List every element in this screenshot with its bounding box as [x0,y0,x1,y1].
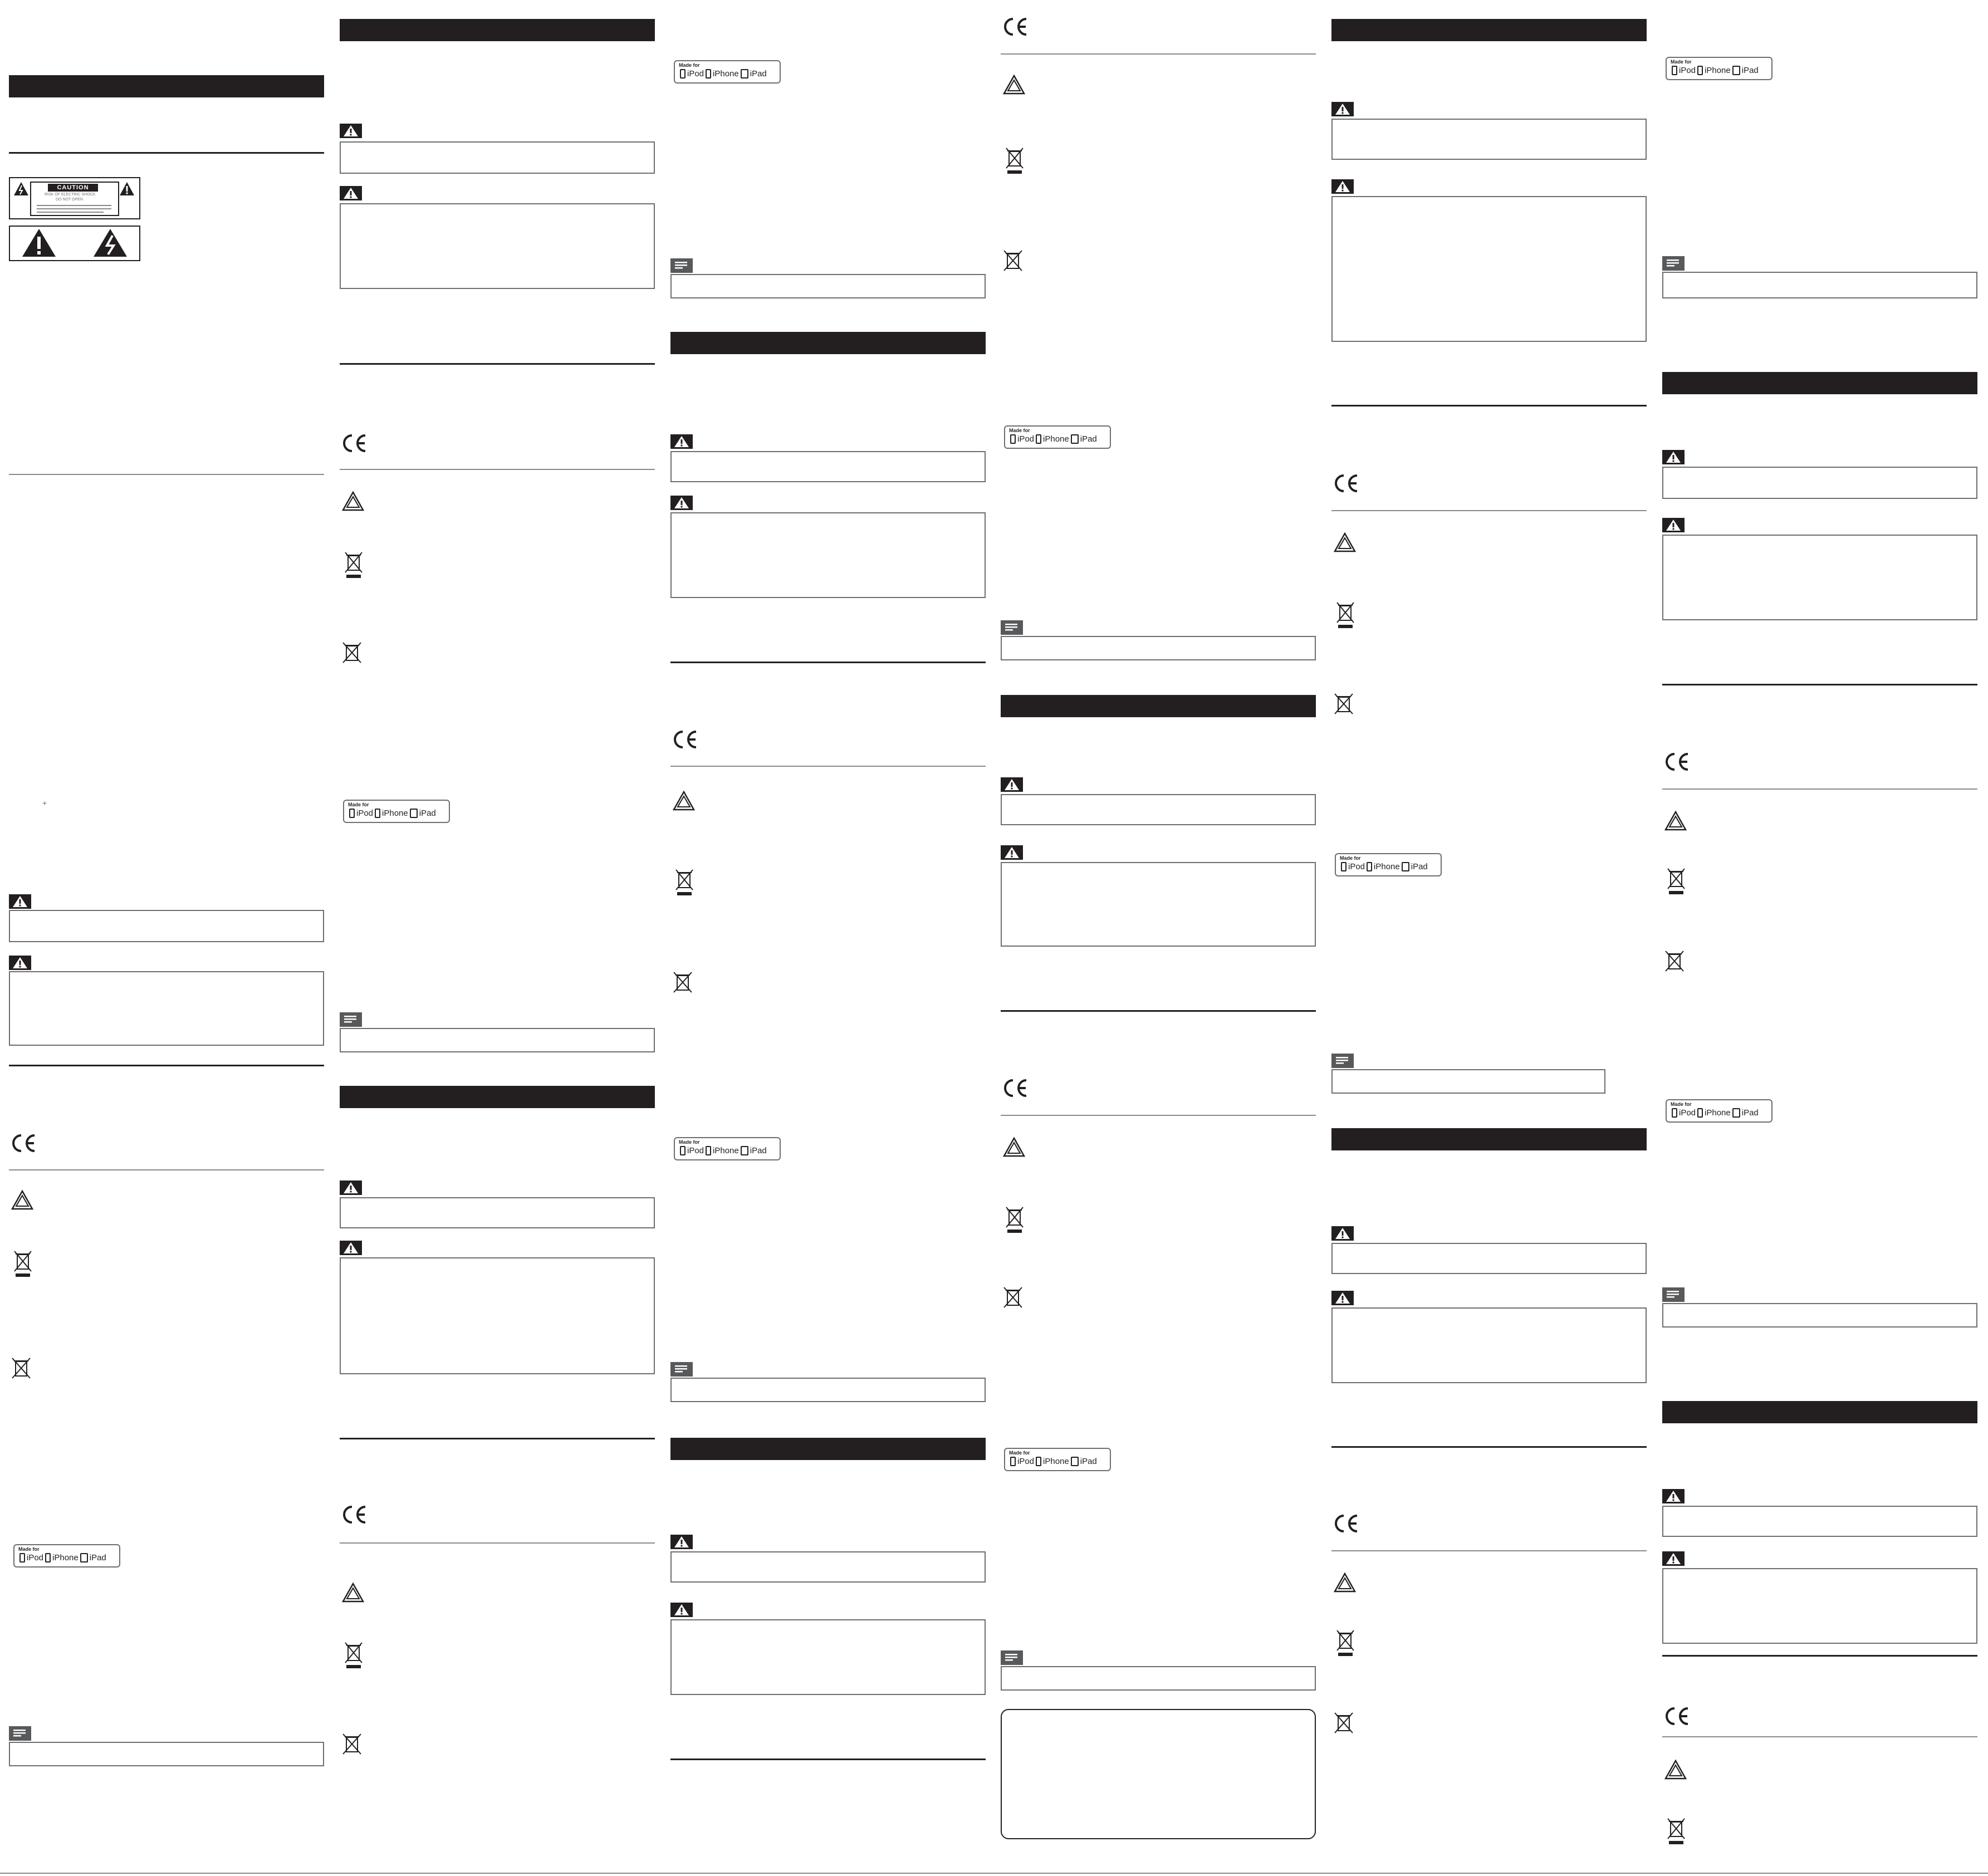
column-3 [670,0,986,1876]
iphone-icon [375,809,380,818]
note-box [670,274,986,298]
warning-icon [1331,1226,1354,1241]
badge-item: iPod [1017,1457,1035,1466]
section-divider [1001,1115,1316,1116]
section-divider [340,1438,655,1439]
badge-item: iPad [750,1146,767,1155]
section-divider [1331,1550,1647,1551]
note-icon [340,1012,362,1027]
crossed-out-battery-bin-icon [341,1732,363,1756]
crossed-out-battery-bin-icon [1002,1285,1024,1310]
made-for-ipod-iphone-ipad-badge [1666,1099,1772,1123]
warning-icon [9,956,31,970]
section-title-bar [1001,695,1316,717]
iphone-icon [1697,1108,1703,1118]
badge-caption: Made for [18,1546,40,1552]
high-voltage-icon [92,228,128,258]
recycle-icon [341,490,365,515]
iphone-icon [706,69,711,79]
ipod-icon [349,809,355,818]
note-box [670,1378,986,1402]
ipod-icon [1010,434,1016,444]
ce-mark-icon [341,1505,369,1525]
fine-print-line [37,205,111,206]
warning-icon [1331,1291,1354,1305]
note-icon [1001,620,1023,635]
warning-icon [670,1535,693,1549]
section-title-bar [340,1086,655,1108]
column-1 [9,0,324,1876]
badge-item: iPhone [713,1146,739,1155]
made-for-ipod-iphone-ipad-badge [13,1544,120,1568]
section-divider [340,469,655,470]
section-divider [9,474,324,475]
section-divider [670,766,986,767]
warning-box [1662,1506,1977,1537]
badge-item: iPhone [713,69,739,79]
ipad-icon [1071,1457,1079,1466]
caution-title: CAUTION [48,184,98,192]
warning-icon [1001,777,1023,792]
section-divider [670,1759,986,1760]
ce-mark-icon [1333,1513,1360,1534]
note-icon [670,1362,693,1377]
section-divider [1662,684,1977,685]
section-title-bar [670,1438,986,1460]
badge-caption: Made for [679,62,700,68]
made-for-ipod-iphone-ipad-badge [1004,425,1111,449]
section-title-bar [340,19,655,41]
crossed-out-battery-bin-icon [1333,692,1355,716]
badge-item: iPad [1080,434,1097,444]
column-6 [1662,0,1977,1876]
recycle-icon [1002,74,1026,98]
fine-print-line [37,212,104,213]
exclamation-icon [119,182,135,196]
ipod-icon [680,1146,685,1155]
ipod-icon [1341,862,1346,871]
section-divider [9,152,324,154]
note-box [9,1742,324,1766]
note-box [1331,1069,1605,1094]
badge-item: iPod [1348,862,1365,871]
section-divider [670,662,986,663]
column-2 [340,0,655,1876]
recycle-icon [1002,1136,1026,1160]
warning-box [9,910,324,942]
crossed-out-bin-icon [344,1640,363,1669]
ce-mark-icon [1663,752,1691,772]
warning-box [340,141,655,174]
warning-icon [670,1603,693,1617]
note-icon [9,1726,31,1741]
note-box [1662,272,1977,298]
crossed-out-bin-icon [1667,866,1686,895]
crossed-out-bin-icon [344,550,363,579]
section-divider [1662,788,1977,790]
ipad-icon [1732,1108,1740,1118]
warning-icon [1662,1489,1685,1503]
note-icon [1662,256,1685,271]
recycle-icon [1333,531,1357,556]
warning-box [340,1197,655,1228]
crossed-out-bin-icon [675,868,694,897]
badge-item: iPod [1679,66,1696,75]
note-box [340,1028,655,1052]
badge-caption: Made for [1671,59,1692,65]
ipad-icon [1402,862,1409,871]
recycle-icon [1333,1571,1357,1596]
caution-label [9,177,140,219]
section-divider [1001,53,1316,55]
section-divider [1331,1446,1647,1448]
warning-box [670,1619,986,1695]
badge-item: iPad [750,69,767,79]
made-for-ipod-iphone-ipad-badge [1004,1448,1111,1471]
crossed-out-bin-icon [1336,1628,1355,1657]
section-divider [9,1169,324,1170]
recycle-icon [672,790,696,814]
section-divider [340,363,655,365]
note-box [1001,636,1316,660]
badge-item: iPod [1679,1108,1696,1118]
recycle-icon [10,1189,35,1213]
caution-line: DO NOT OPEN [56,198,83,202]
section-title-bar [1662,372,1977,394]
recycle-icon [341,1581,365,1606]
badge-item: iPad [89,1553,106,1562]
ipad-icon [741,1146,748,1155]
warning-icon [670,434,693,449]
recycle-icon [1663,1759,1688,1783]
warning-box [1331,119,1647,160]
warning-icon [340,1241,362,1255]
section-divider [1662,1736,1977,1737]
section-divider [1331,510,1647,511]
badge-item: iPhone [1705,1108,1731,1118]
warning-icon [670,496,693,510]
warning-icon [1662,518,1685,532]
section-divider [1662,1655,1977,1657]
badge-item: iPod [356,809,374,818]
crossed-out-battery-bin-icon [1333,1711,1355,1735]
warning-box [670,512,986,598]
ipad-icon [410,809,418,818]
fine-print-line [37,208,111,209]
warning-box [9,971,324,1046]
note-icon [670,258,693,273]
warning-box [1001,862,1316,947]
badge-item: iPod [687,69,704,79]
badge-caption: Made for [1009,428,1030,433]
ipod-icon [680,69,685,79]
iphone-icon [706,1146,711,1155]
warning-box [1662,1568,1977,1644]
warning-box [1331,1307,1647,1383]
warning-box [1662,535,1977,620]
section-divider [1001,1010,1316,1012]
ce-mark-icon [672,729,699,750]
warning-icon [340,1181,362,1195]
note-icon [1331,1054,1354,1068]
warning-box [1662,467,1977,499]
ce-mark-icon [10,1133,38,1153]
badge-caption: Made for [348,802,369,807]
made-for-ipod-iphone-ipad-badge [343,800,450,823]
crossed-out-battery-bin-icon [10,1356,32,1380]
badge-item: iPod [27,1553,44,1562]
ipod-icon [1010,1457,1016,1466]
badge-item: iPad [1080,1457,1097,1466]
crossed-out-bin-icon [1005,146,1024,175]
badge-caption: Made for [1671,1101,1692,1107]
recycle-icon [1663,810,1688,834]
column-4 [1001,0,1316,1876]
iphone-icon [1367,862,1372,871]
ipad-icon [1732,66,1740,75]
page-bottom-rule [0,1873,1988,1874]
warning-box [670,451,986,482]
caution-line: RISK OF ELECTRIC SHOCK [45,193,96,197]
warning-icon [1662,450,1685,464]
warning-box [1001,794,1316,825]
ce-mark-icon [341,433,369,453]
badge-item: iPod [687,1146,704,1155]
crossed-out-bin-icon [1667,1816,1686,1845]
column-5 [1331,0,1647,1876]
ipad-icon [80,1553,88,1562]
badge-item: iPhone [382,809,408,818]
section-divider [1331,405,1647,406]
badge-item: iPhone [1043,434,1069,444]
ce-mark-icon [1663,1706,1691,1726]
badge-item: iPad [1741,66,1759,75]
note-icon [1001,1650,1023,1665]
badge-caption: Made for [679,1139,700,1145]
warning-box [340,1257,655,1374]
ce-mark-icon [1333,473,1360,493]
badge-caption: Made for [1009,1450,1030,1456]
badge-item: iPhone [52,1553,79,1562]
iphone-icon [1036,434,1041,444]
crossed-out-battery-bin-icon [1002,248,1024,273]
warning-icon [1331,102,1354,116]
badge-caption: Made for [1340,855,1361,861]
warning-box [670,1551,986,1583]
warning-box [340,203,655,289]
badge-item: iPad [1741,1108,1759,1118]
section-title-bar [1331,1128,1647,1150]
plus-mark-icon: + [42,799,47,807]
badge-item: iPhone [1043,1457,1069,1466]
ipod-icon [1672,66,1677,75]
badge-item: iPad [419,809,436,818]
ipad-icon [741,69,748,79]
exclamation-icon [21,228,57,258]
ce-mark-icon [1002,17,1030,37]
ipad-icon [1071,434,1079,444]
crossed-out-bin-icon [1005,1205,1024,1234]
made-for-ipod-iphone-ipad-badge [674,60,781,84]
made-for-ipod-iphone-ipad-badge [1666,57,1772,80]
section-title-bar [670,332,986,354]
section-title-bar [1662,1401,1977,1423]
section-divider [340,1542,655,1544]
crossed-out-bin-icon [1336,600,1355,629]
high-voltage-icon [13,182,29,196]
crossed-out-battery-bin-icon [341,640,363,665]
note-box [1001,1666,1316,1691]
crossed-out-battery-bin-icon [1663,949,1686,973]
contact-info-frame [1001,1709,1316,1839]
section-divider [9,1065,324,1066]
ipod-icon [1672,1108,1677,1118]
warning-icon [1001,845,1023,860]
warning-icon [9,894,31,909]
warning-icon [1331,179,1354,194]
made-for-ipod-iphone-ipad-badge [674,1137,781,1160]
section-title-bar [9,75,324,97]
iphone-icon [1036,1457,1041,1466]
iphone-icon [45,1553,51,1562]
caution-panel [30,182,119,216]
warning-box [1331,196,1647,342]
note-icon [1662,1287,1685,1302]
section-title-bar [1331,19,1647,41]
crossed-out-bin-icon [13,1249,32,1278]
badge-item: iPhone [1705,66,1731,75]
warning-box [1331,1243,1647,1274]
warning-icon [1662,1551,1685,1566]
ce-mark-icon [1002,1078,1030,1098]
made-for-ipod-iphone-ipad-badge [1335,853,1442,876]
iphone-icon [1697,66,1703,75]
badge-item: iPad [1411,862,1428,871]
crossed-out-battery-bin-icon [672,970,694,995]
hazard-symbols-panel [9,226,140,261]
note-box [1662,1303,1977,1328]
warning-icon [340,124,362,138]
warning-icon [340,186,362,200]
ipod-icon [19,1553,25,1562]
badge-item: iPod [1017,434,1035,444]
badge-item: iPhone [1374,862,1400,871]
